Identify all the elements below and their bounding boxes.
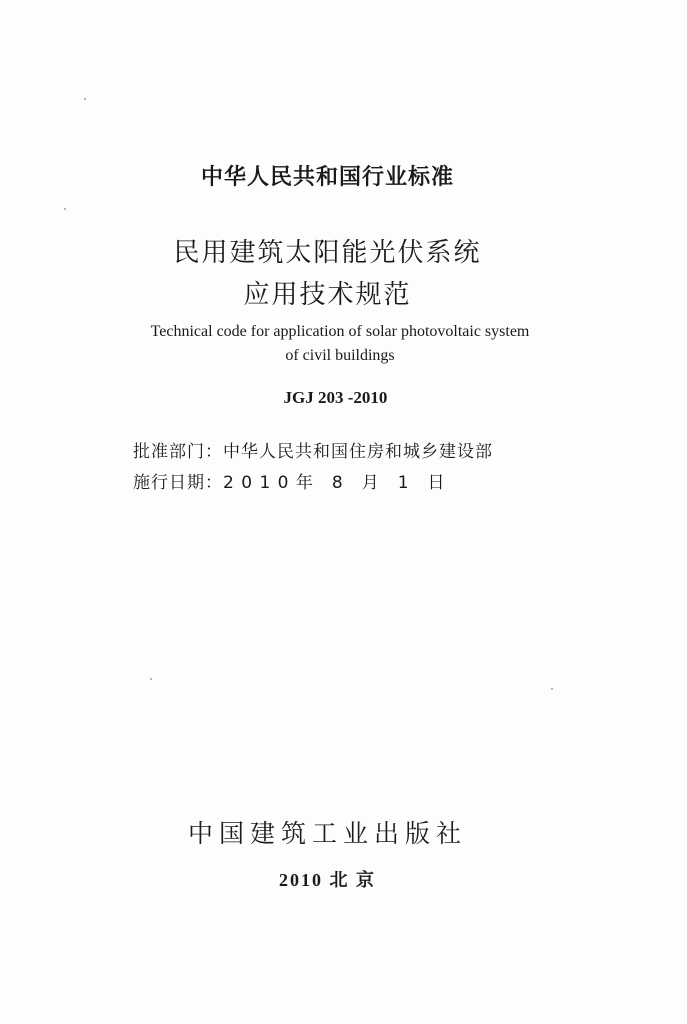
- effective-date: 施行日期：2 0 1 0 年 8 月 1 日: [133, 473, 446, 493]
- standard-code: JGJ 203 -2010: [283, 388, 388, 407]
- english-title-line-1: Technical code for application of solar photovoltaic system: [150, 323, 530, 340]
- scan-speck: [150, 678, 152, 680]
- chinese-title-line-1: 民用建筑太阳能光伏系统: [173, 238, 482, 268]
- scan-speck: [64, 208, 66, 210]
- approval-department: 批准部门：中华人民共和国住房和城乡建设部: [133, 442, 493, 462]
- scan-speck: [551, 688, 553, 690]
- scan-speck: [84, 98, 86, 100]
- publisher-name: 中国建筑工业出版社: [187, 819, 467, 848]
- english-title-line-2: of civil buildings: [285, 347, 395, 364]
- standard-category: 中华人民共和国行业标准: [200, 165, 454, 190]
- chinese-title-line-2: 应用技术规范: [243, 280, 412, 310]
- publication-place-year: 2010 北 京: [279, 870, 376, 890]
